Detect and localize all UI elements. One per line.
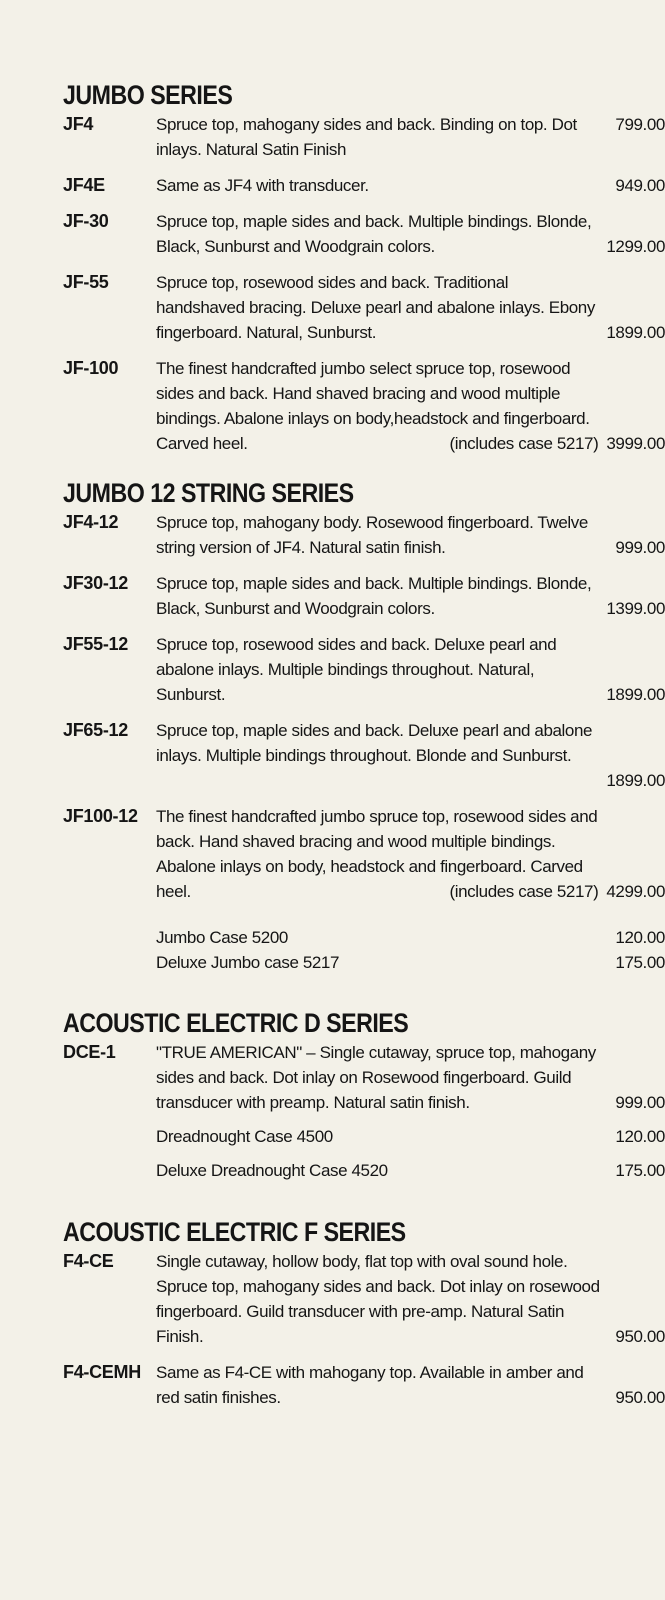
model-description: Spruce top, maple sides and back. Multiple bindings. Blonde, Black, Sunburst and Woodgrain colors.	[156, 212, 592, 256]
list-item	[63, 209, 665, 259]
list-item	[63, 1360, 665, 1410]
list-item	[63, 632, 665, 707]
section-title: JUMBO SERIES	[63, 80, 233, 110]
list-item	[63, 571, 665, 621]
price: 120.00	[615, 928, 665, 947]
model-description: Same as JF4 with transducer.	[156, 176, 369, 195]
model-code: JF-100	[63, 358, 119, 378]
model-code: JF4	[63, 114, 94, 134]
case-name: Deluxe Jumbo case 5217	[156, 953, 340, 972]
model-description: Spruce top, mahogany sides and back. Binding on top. Dot inlays. Natural Satin Finish	[156, 115, 577, 159]
model-description: The finest handcrafted jumbo spruce top, rosewood sides and back. Hand shaved bracing and wood multiple bindings. Abalone inlays on body, headstock and fingerboard. Carved heel.	[156, 807, 598, 901]
price: 175.00	[615, 953, 665, 972]
model-description: Spruce top, maple sides and back. Deluxe pearl and abalone inlays. Multiple bindings throughout. Blonde and Sunburst.	[156, 721, 593, 765]
section-acoustic-electric-d-series	[63, 1008, 665, 1183]
list-item	[63, 804, 665, 904]
case-name: Deluxe Dreadnought Case 4520	[156, 1161, 388, 1180]
price: 950.00	[615, 1327, 665, 1346]
model-description: Spruce top, maple sides and back. Multiple bindings. Blonde, Black, Sunburst and Woodgrain colors.	[156, 574, 592, 618]
price: 950.00	[615, 1388, 665, 1407]
list-item	[63, 1249, 665, 1349]
case-row	[156, 1124, 665, 1149]
model-code: JF4-12	[63, 512, 119, 532]
section-title: JUMBO 12 STRING SERIES	[63, 478, 354, 508]
list-item	[63, 356, 665, 456]
list-item	[63, 718, 665, 793]
list-item	[63, 112, 665, 162]
price: 799.00	[615, 115, 665, 134]
section-title: ACOUSTIC ELECTRIC D SERIES	[63, 1008, 409, 1038]
model-description: Same as F4-CE with mahogany top. Available in amber and red satin finishes.	[156, 1363, 584, 1407]
price: 4299.00	[606, 882, 665, 901]
model-code: JF65-12	[63, 720, 128, 740]
price: 1299.00	[606, 237, 665, 256]
section-title: ACOUSTIC ELECTRIC F SERIES	[63, 1217, 406, 1247]
case-note: (includes case 5217)	[449, 434, 599, 453]
section-jumbo-12-string-series	[63, 478, 665, 975]
model-code: JF55-12	[63, 634, 128, 654]
price: 1399.00	[606, 599, 665, 618]
price: 1899.00	[606, 323, 665, 342]
model-description: The finest handcrafted jumbo select spruce top, rosewood sides and back. Hand shaved bracing and wood multiple bindings. Abalone inlays on body,headstock and fingerboard. Carved heel.	[156, 359, 590, 453]
case-row	[156, 925, 665, 950]
case-row	[156, 950, 665, 975]
price: 949.00	[615, 176, 665, 195]
model-code: F4-CEMH	[63, 1362, 141, 1382]
model-description: Spruce top, rosewood sides and back. Traditional handshaved bracing. Deluxe pearl and abalone inlays. Ebony fingerboard. Natural, Sunburst.	[156, 273, 595, 342]
model-description: "TRUE AMERICAN" – Single cutaway, spruce top, mahogany sides and back. Dot inlay on Rosewood fingerboard. Guild transducer with preamp. Natural satin finish.	[156, 1043, 596, 1112]
list-item	[63, 510, 665, 560]
case-note: (includes case 5217)	[449, 882, 599, 901]
list-item	[63, 173, 665, 198]
model-code: F4-CE	[63, 1251, 114, 1271]
model-code: JF4E	[63, 175, 105, 195]
model-description: Spruce top, mahogany body. Rosewood fingerboard. Twelve string version of JF4. Natural satin finish.	[156, 513, 588, 557]
price: 999.00	[615, 1093, 665, 1112]
price: 1899.00	[606, 685, 665, 704]
price: 175.00	[615, 1161, 665, 1180]
model-description: Single cutaway, hollow body, flat top with oval sound hole. Spruce top, mahogany sides and back. Dot inlay on rosewood fingerboard. Guild transducer with pre-amp. Natural Satin Finish.	[156, 1252, 600, 1346]
price: 120.00	[615, 1127, 665, 1146]
price: 999.00	[615, 538, 665, 557]
price: 1899.00	[606, 771, 665, 790]
price: 3999.00	[606, 434, 665, 453]
section-acoustic-electric-f-series	[63, 1217, 665, 1410]
model-code: DCE-1	[63, 1042, 116, 1062]
model-code: JF-30	[63, 211, 109, 231]
case-row	[156, 1158, 665, 1183]
list-item	[63, 270, 665, 345]
model-code: JF-55	[63, 272, 109, 292]
case-name: Jumbo Case 5200	[156, 928, 288, 947]
list-item	[63, 1040, 665, 1115]
case-name: Dreadnought Case 4500	[156, 1127, 333, 1146]
model-code: JF100-12	[63, 806, 138, 826]
model-code: JF30-12	[63, 573, 128, 593]
model-description: Spruce top, rosewood sides and back. Deluxe pearl and abalone inlays. Multiple bindings throughout. Natural, Sunburst.	[156, 635, 557, 704]
section-jumbo-series	[63, 80, 665, 456]
